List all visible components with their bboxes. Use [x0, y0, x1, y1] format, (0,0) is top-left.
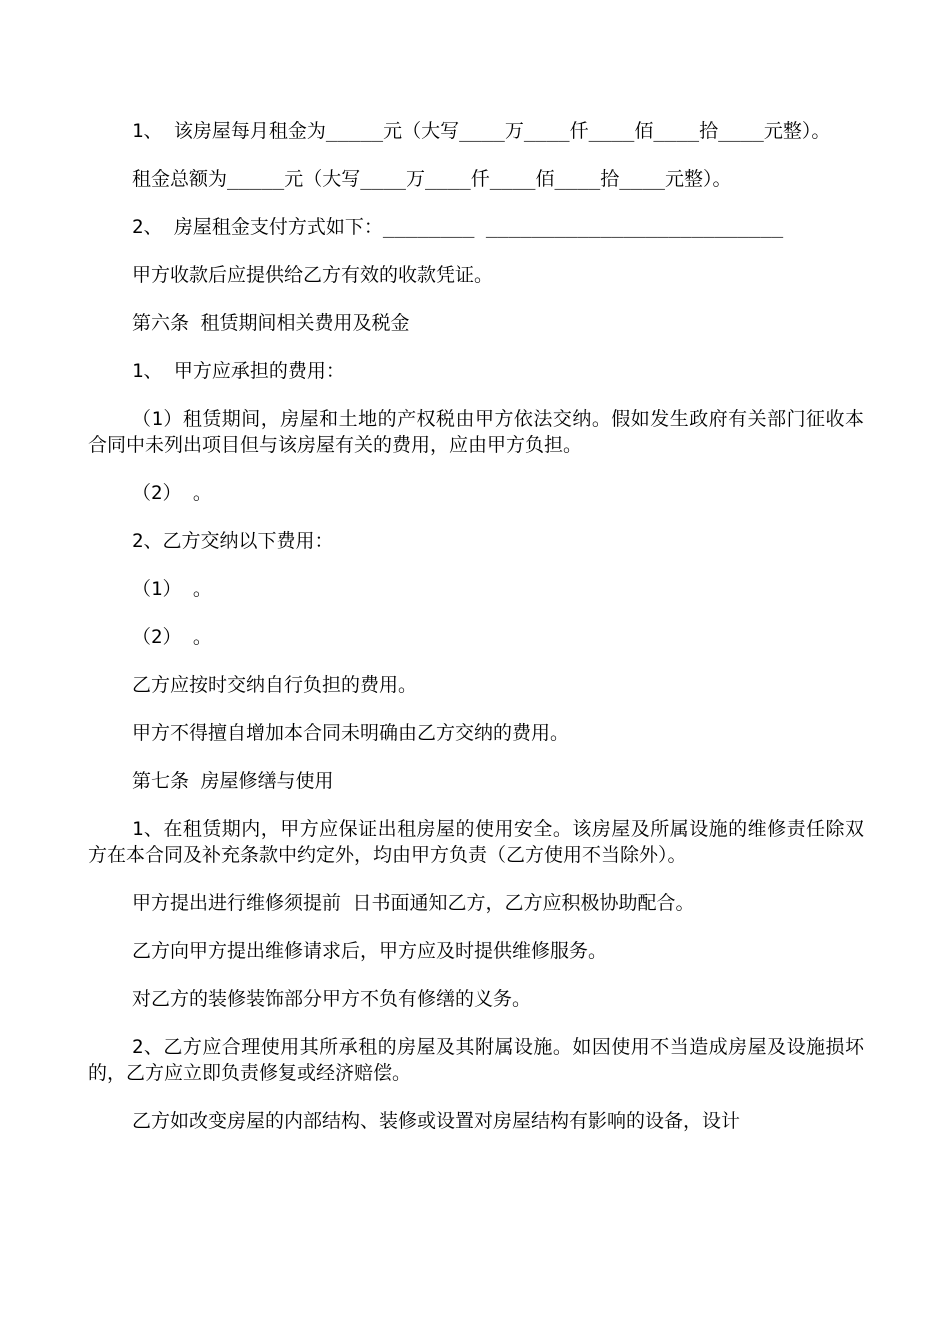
paragraph-decoration-repair: 对乙方的装修装饰部分甲方不负有修缮的义务。: [132, 988, 532, 1010]
paragraph-party-a-fees: 1、 甲方应承担的费用：: [132, 360, 345, 382]
paragraph-receipt: 甲方收款后应提供给乙方有效的收款凭证。: [132, 264, 494, 286]
paragraph-payment-method: 2、 房屋租金支付方式如下：________ __________________________: [132, 216, 784, 238]
paragraph-repair-request: 乙方向甲方提出维修请求后，甲方应及时提供维修服务。: [132, 940, 608, 962]
section-heading-article-6: 第六条 租赁期间相关费用及税金: [132, 312, 410, 334]
paragraph-proper-use: 2、乙方应合理使用其所承租的房屋及其附属设施。如因使用不当造成房屋及设施损坏的，乙方应立即负责修复或经济赔偿。: [88, 1036, 864, 1084]
section-heading-article-7: 第七条 房屋修缮与使用: [132, 770, 334, 792]
paragraph-item-b1: （1） 。: [132, 578, 212, 600]
paragraph-item-b2: （2） 。: [132, 626, 212, 648]
document-page: [88, 118, 864, 1156]
paragraph-monthly-rent: 1、 该房屋每月租金为_____元（大写____万____仟____佰____拾____元整）。: [132, 120, 831, 142]
paragraph-timely-payment: 乙方应按时交纳自行负担的费用。: [132, 674, 418, 696]
paragraph-no-extra-fees: 甲方不得擅自增加本合同未明确由乙方交纳的费用。: [132, 722, 570, 744]
paragraph-item-a2: （2） 。: [132, 482, 212, 504]
paragraph-repair-responsibility: 1、在租赁期内，甲方应保证出租房屋的使用安全。该房屋及所属设施的维修责任除双方在本合同及补充条款中约定外，均由甲方负责（乙方使用不当除外）。: [88, 818, 864, 866]
paragraph-structure-change: 乙方如改变房屋的内部结构、装修或设置对房屋结构有影响的设备，设计: [132, 1110, 741, 1132]
paragraph-repair-notice: 甲方提出进行维修须提前 日书面通知乙方，乙方应积极协助配合。: [132, 892, 695, 914]
paragraph-party-b-fees: 2、乙方交纳以下费用：: [132, 530, 334, 552]
paragraph-total-rent: 租金总额为_____元（大写____万____仟____佰____拾____元整）。: [132, 168, 732, 190]
paragraph-property-tax: （1）租赁期间，房屋和土地的产权税由甲方依法交纳。假如发生政府有关部门征收本合同中未列出项目但与该房屋有关的费用，应由甲方负担。: [88, 408, 864, 456]
